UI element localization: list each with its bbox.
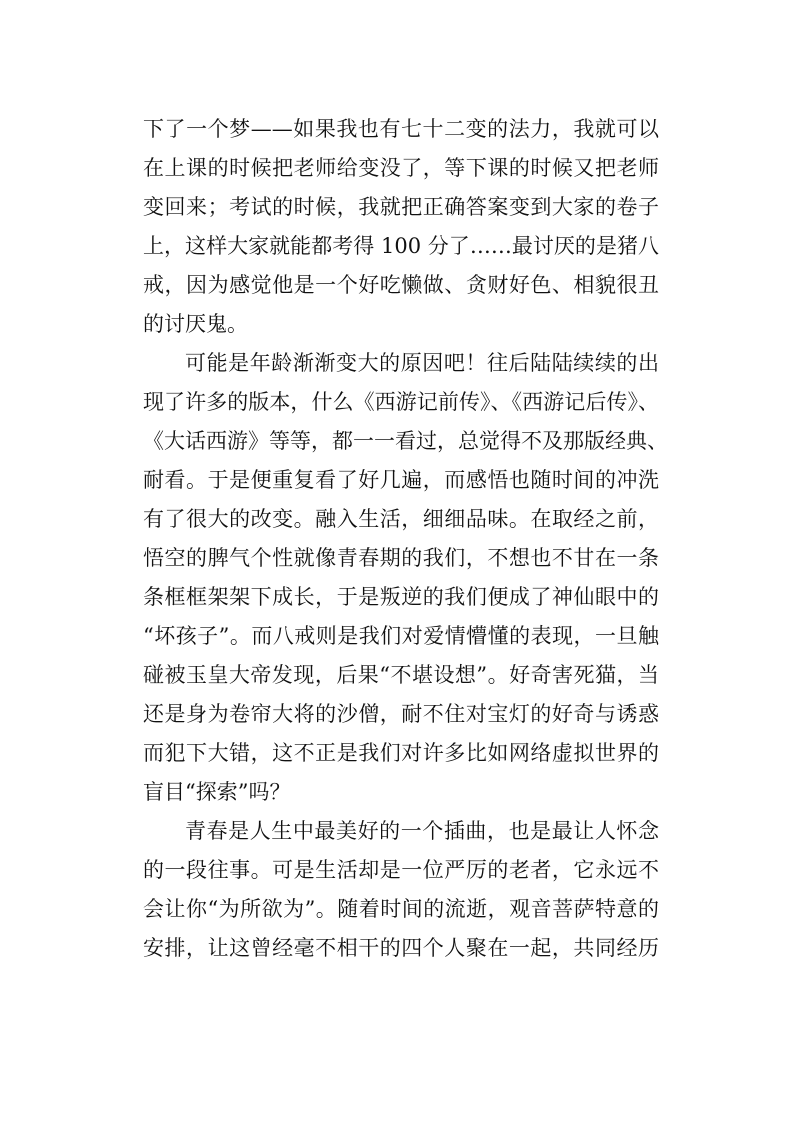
text-line: 在上课的时候把老师给变没了，等下课的时候又把老师 bbox=[143, 156, 659, 180]
text-line: 有了很大的改变。融入生活，细细品味。在取经之前， bbox=[143, 507, 659, 531]
text-line: 的讨厌鬼。 bbox=[143, 312, 248, 336]
text-line: 而犯下大错，这不正是我们对许多比如网络虚拟世界的 bbox=[143, 741, 659, 765]
text-line: 戒，因为感觉他是一个好吃懒做、贪财好色、相貌很丑 bbox=[143, 273, 659, 297]
text-line: 条框框架架下成长，于是叛逆的我们便成了神仙眼中的 bbox=[143, 585, 659, 609]
text-line: 可能是年龄渐渐变大的原因吧！往后陆陆续续的出 bbox=[185, 351, 659, 375]
text-line: 上，这样大家就能都考得 100 分了……最讨厌的是猪八 bbox=[143, 234, 659, 258]
text-line: 盲目“探索”吗？ bbox=[143, 780, 291, 804]
document-body bbox=[143, 110, 668, 968]
text-line: 变回来；考试的时候，我就把正确答案变到大家的卷子 bbox=[143, 195, 659, 219]
text-line: 下了一个梦——如果我也有七十二变的法力，我就可以 bbox=[143, 117, 659, 141]
text-line: 还是身为卷帘大将的沙僧，耐不住对宝灯的好奇与诱惑 bbox=[143, 702, 659, 726]
text-line: 的一段往事。可是生活却是一位严厉的老者，它永远不 bbox=[143, 858, 659, 882]
text-line: “坏孩子”。而八戒则是我们对爱情懵懂的表现，一旦触 bbox=[143, 624, 659, 648]
text-line: 悟空的脾气个性就像青春期的我们，不想也不甘在一条 bbox=[143, 546, 659, 570]
text-line: 青春是人生中最美好的一个插曲，也是最让人怀念 bbox=[185, 819, 659, 843]
text-line: 安排，让这曾经毫不相干的四个人聚在一起，共同经历 bbox=[143, 936, 659, 960]
text-line: 会让你“为所欲为”。随着时间的流逝，观音菩萨特意的 bbox=[143, 897, 659, 921]
text-line: 耐看。于是便重复看了好几遍，而感悟也随时间的冲洗 bbox=[143, 468, 659, 492]
text-line: 现了许多的版本，什么《西游记前传》、《西游记后传》、 bbox=[143, 390, 659, 414]
text-line: 碰被玉皇大帝发现，后果“不堪设想”。好奇害死猫，当 bbox=[143, 663, 659, 687]
text-line: 《大话西游》等等，都一一看过，总觉得不及那版经典、 bbox=[143, 429, 668, 453]
